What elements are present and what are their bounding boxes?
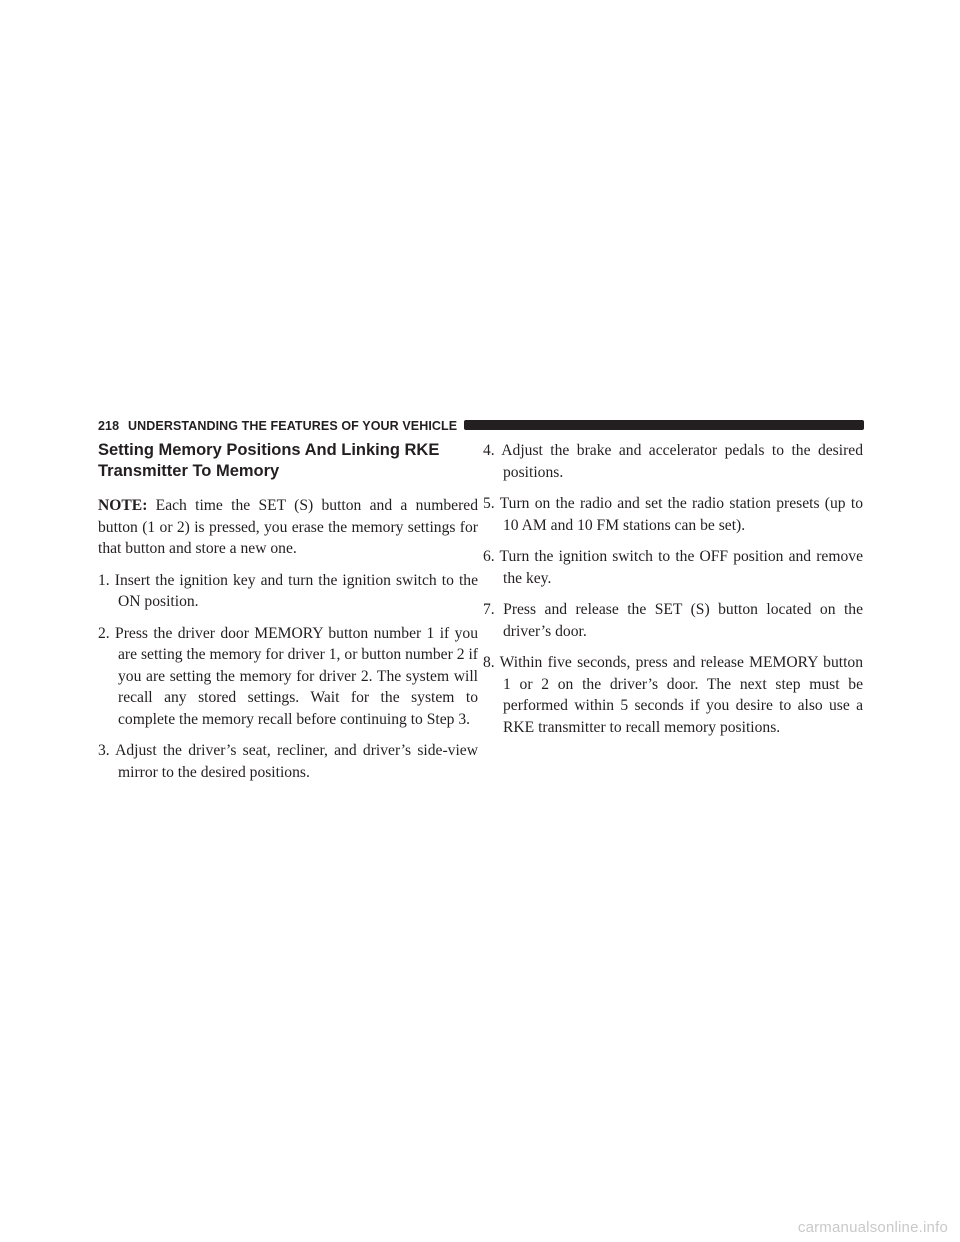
note-text: Each time the SET (S) button and a numbered button (1 or 2) is pressed, you erase the memory settings for that button and store a new one. [98,497,478,557]
section-heading: Setting Memory Positions And Linking RKE Transmitter To Memory [98,441,440,480]
running-section-title: UNDERSTANDING THE FEATURES OF YOUR VEHICLE [128,419,458,433]
step-item: 6. Turn the ignition switch to the OFF position and remove the key. [483,548,863,587]
step-item: 1. Insert the ignition key and turn the ignition switch to the ON position. [98,571,478,610]
steps-list-left [98,570,478,784]
step-item: 2. Press the driver door MEMORY button number 1 if you are setting the memory for driver 1, or button number 2 if you are setting the memory for driver 2. The system will recall any stored settings. Wait for the system to complete the memory recall before continuing to Step 3. [98,624,478,728]
step-item: 8. Within five seconds, press and release MEMORY button 1 or 2 on the driver’s door. The next step must be performed within 5 seconds if you desire to also use a RKE transmitter to recall memory positions. [483,654,863,736]
step-item: 4. Adjust the brake and accelerator pedals to the desired positions. [483,442,863,481]
left-column [98,440,478,793]
step-item: 7. Press and release the SET (S) button located on the driver’s door. [483,601,863,640]
watermark: carmanualsonline.info [797,1219,948,1236]
step-item: 3. Adjust the driver’s seat, recliner, and driver’s side-view mirror to the desired positions. [98,742,478,781]
note-label: NOTE: [98,497,148,514]
page-header [98,416,864,436]
step-item: 5. Turn on the radio and set the radio station presets (up to 10 AM and 10 FM stations can be set). [483,495,863,534]
steps-list-right [483,440,863,738]
right-column [483,440,863,748]
page-number: 218 [98,419,120,433]
note-paragraph [98,495,478,560]
header-rule [464,420,864,430]
